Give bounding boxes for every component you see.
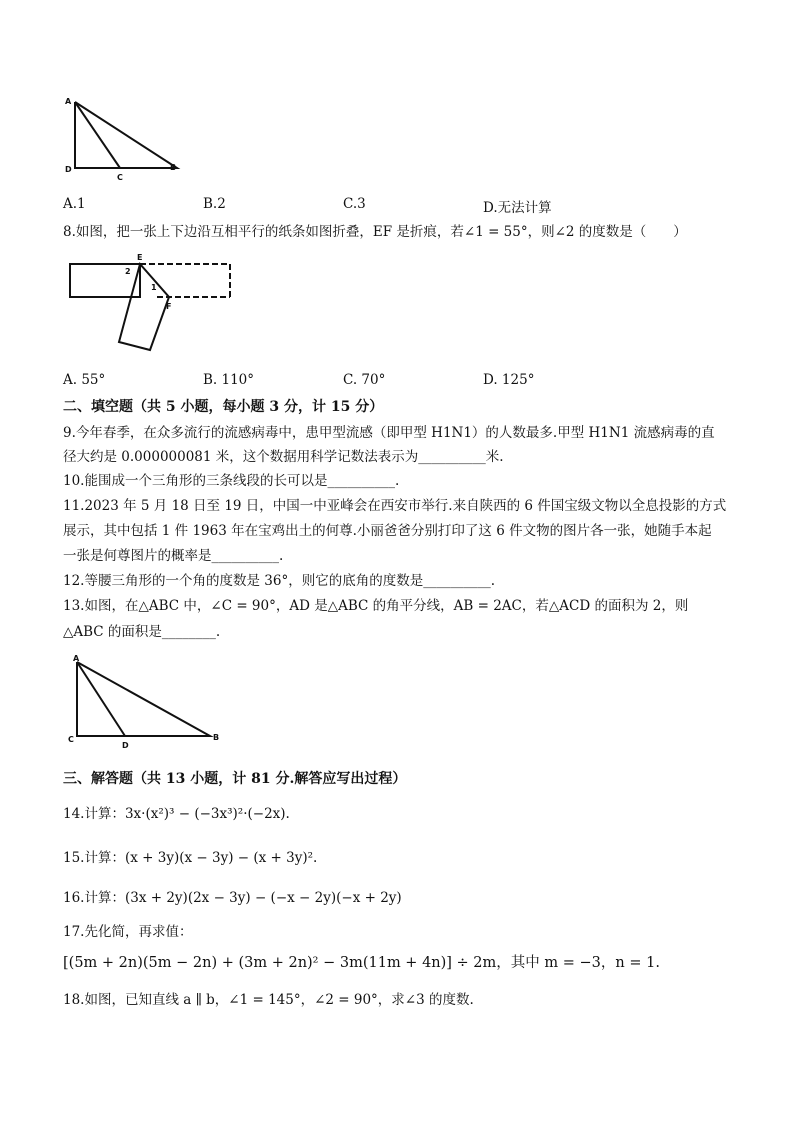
label-angle-2: 2 (125, 267, 131, 276)
label-C: C (117, 173, 123, 182)
label-D: D (122, 741, 129, 750)
label-B: B (170, 163, 177, 172)
q18-text: 18.如图，已知直线 a ∥ b，∠1 = 145°，∠2 = 90°，求∠3 的度数. (63, 992, 474, 1008)
q8-text: 8.如图，把一张上下边沿互相平行的纸条如图折叠，EF 是折痕，若∠1 = 55°，则∠2 的度数是（ ） (63, 224, 687, 240)
triangle-figure-q13 (62, 652, 227, 752)
label-E: E (137, 253, 143, 262)
triangle-figure-q7 (62, 92, 192, 182)
label-F: F (166, 302, 172, 311)
q15-text: 15.计算：(x + 3y)(x − 3y) − (x + 3y)². (63, 850, 318, 866)
q10-text: 10.能围成一个三角形的三条线段的长可以是__________. (63, 473, 400, 489)
q8-option-b: B. 110° (203, 372, 255, 388)
q17-intro: 17.先化简，再求值： (63, 924, 193, 940)
label-C: C (68, 735, 74, 744)
label-A: A (65, 97, 72, 106)
q8-option-c: C. 70° (343, 372, 386, 388)
q7-option-b: B.2 (203, 196, 226, 212)
q13-line1: 13.如图，在△ABC 中，∠C = 90°，AD 是△ABC 的角平分线，AB = 2AC，若△ACD 的面积为 2，则 (63, 598, 689, 614)
q13-line2: △ABC 的面积是________. (63, 624, 221, 640)
q8-option-a: A. 55° (63, 372, 106, 388)
folded-strip-figure-q8 (62, 252, 237, 357)
label-A: A (73, 654, 80, 663)
label-angle-1: 1 (151, 283, 157, 292)
q14-text: 14.计算：3x·(x²)³ − (−3x³)²·(−2x). (63, 806, 290, 822)
q8-option-d: D. 125° (483, 372, 535, 388)
q9-line2: 径大约是 0.000000081 米，这个数据用科学记数法表示为__________米. (63, 449, 504, 465)
q17-expression: [(5m + 2n)(5m − 2n) + (3m + 2n)² − 3m(11m + 4n)] ÷ 2m，其中 m = −3，n = 1. (63, 955, 660, 971)
q12-text: 12.等腰三角形的一个角的度数是 36°，则它的底角的度数是__________. (63, 573, 495, 589)
label-D: D (65, 165, 72, 174)
section-2-title: 二、填空题（共 5 小题，每小题 3 分，计 15 分） (63, 399, 384, 415)
q16-text: 16.计算：(3x + 2y)(2x − 3y) − (−x − 2y)(−x + 2y) (63, 890, 402, 906)
q7-option-a: A.1 (63, 196, 86, 212)
label-B: B (213, 733, 220, 742)
q11-line2: 展示，其中包括 1 件 1963 年在宝鸡出土的何尊.小丽爸爸分别打印了这 6 件文物的图片各一张，她随手本起 (63, 523, 712, 539)
q11-line3: 一张是何尊图片的概率是__________. (63, 548, 284, 564)
q11-line1: 11.2023 年 5 月 18 日至 19 日，中国一中亚峰会在西安市举行.来自陕西的 6 件国宝级文物以全息投影的方式 (63, 498, 727, 514)
q7-option-d: D.无法计算 (483, 200, 552, 216)
q7-option-c: C.3 (343, 196, 366, 212)
q9-line1: 9.今年春季，在众多流行的流感病毒中，患甲型流感（即甲型 H1N1）的人数最多.甲型 H1N1 流感病毒的直 (63, 425, 715, 441)
section-3-title: 三、解答题（共 13 小题，计 81 分.解答应写出过程） (63, 771, 407, 787)
